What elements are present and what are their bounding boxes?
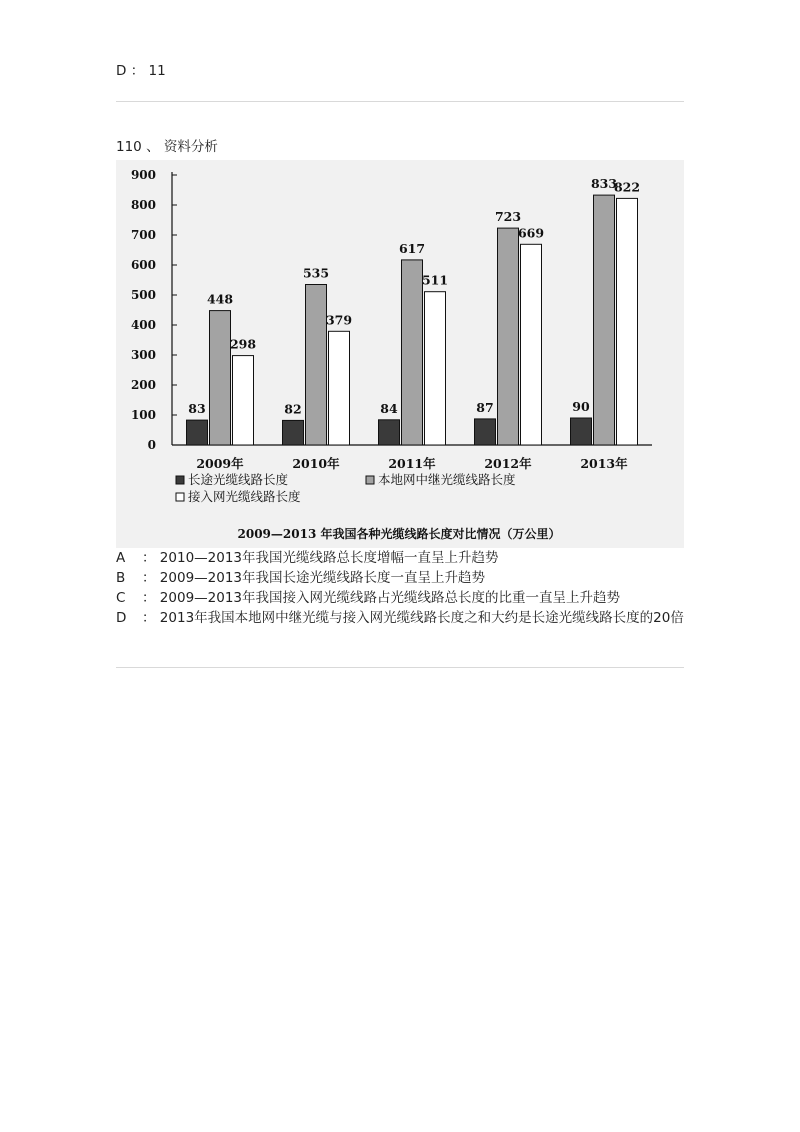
y-tick-label: 400	[130, 318, 156, 332]
bar	[283, 420, 304, 445]
option-letter: C	[116, 590, 126, 606]
y-tick-label: 700	[130, 228, 156, 242]
legend-swatch	[176, 476, 184, 484]
data-label: 84	[380, 400, 398, 416]
x-tick-label: 2013年	[580, 456, 628, 471]
legend-label: 接入网光缆线路长度	[188, 489, 301, 504]
x-tick-label: 2010年	[292, 456, 340, 471]
bar	[498, 228, 519, 445]
x-tick-label: 2012年	[484, 456, 532, 471]
bar	[617, 198, 638, 445]
option-separator: ：	[142, 570, 156, 586]
data-label: 822	[613, 179, 641, 195]
chart-figure	[116, 160, 684, 548]
bar	[521, 244, 542, 445]
data-label: 448	[206, 291, 234, 307]
y-tick-label: 300	[130, 348, 156, 362]
data-label: 723	[494, 209, 522, 225]
bar	[379, 420, 400, 445]
question-separator: 、	[146, 139, 160, 155]
bar	[233, 356, 254, 445]
option-separator: ：	[142, 590, 156, 606]
x-tick-label: 2011年	[388, 456, 436, 471]
option-separator: ：	[142, 610, 156, 626]
option-text: 2010—2013年我国光缆线路总长度增幅一直呈上升趋势	[159, 550, 499, 566]
y-tick-label: 100	[130, 408, 156, 422]
option-text: 2009—2013年我国接入网光缆线路占光缆线路总长度的比重一直呈上升趋势	[159, 590, 621, 606]
option-d[interactable]	[116, 609, 684, 628]
option-letter: B	[116, 570, 126, 586]
y-tick-label: 500	[130, 288, 156, 302]
data-label: 617	[398, 240, 426, 256]
data-label: 379	[325, 312, 353, 328]
y-tick-label: 800	[130, 198, 156, 212]
question-header	[116, 137, 218, 157]
y-tick-label: 900	[130, 168, 156, 182]
bar	[306, 285, 327, 446]
divider	[116, 667, 684, 668]
bar	[594, 195, 615, 445]
x-tick-label: 2009年	[196, 456, 244, 471]
bar	[425, 292, 446, 445]
option-letter: D	[116, 63, 127, 79]
data-label: 87	[476, 399, 494, 415]
legend-label: 长途光缆线路长度	[188, 472, 289, 487]
y-tick-label: 600	[130, 258, 156, 272]
data-label: 83	[188, 401, 206, 417]
bar	[402, 260, 423, 445]
previous-answer-option	[116, 61, 166, 81]
option-separator: ：	[142, 550, 156, 566]
question-number: 110	[116, 139, 142, 155]
option-separator: ：	[130, 63, 145, 79]
option-b[interactable]	[116, 569, 684, 588]
y-tick-label: 200	[130, 378, 156, 392]
option-text: 2009—2013年我国长途光缆线路长度一直呈上升趋势	[159, 570, 486, 586]
data-label: 833	[590, 176, 618, 192]
question-title: 资料分析	[163, 139, 218, 155]
data-label: 511	[421, 272, 449, 288]
chart-title: 2009—2013 年我国各种光缆线路长度对比情况（万公里）	[237, 527, 561, 541]
data-label: 535	[302, 265, 330, 281]
option-a[interactable]	[116, 549, 684, 568]
bar	[571, 418, 592, 445]
data-label: 90	[572, 399, 590, 414]
option-letter: D	[116, 610, 127, 626]
legend-swatch	[176, 493, 184, 501]
legend-swatch	[366, 476, 374, 484]
option-text: 2013年我国本地网中继光缆与接入网光缆线路长度之和大约是长途光缆线路长度的20倍	[159, 610, 684, 626]
data-label: 82	[284, 401, 302, 417]
bar	[329, 331, 350, 445]
option-c[interactable]	[116, 589, 684, 608]
y-tick-label: 0	[147, 438, 156, 452]
bar	[210, 311, 231, 445]
bar	[187, 420, 208, 445]
data-label: 669	[517, 225, 545, 241]
bar-chart	[116, 160, 684, 548]
legend-label: 本地网中继光缆线路长度	[378, 472, 516, 487]
bar	[475, 419, 496, 445]
option-text: 11	[148, 63, 166, 79]
data-label: 298	[229, 336, 257, 352]
option-letter: A	[116, 550, 126, 566]
divider	[116, 101, 684, 102]
